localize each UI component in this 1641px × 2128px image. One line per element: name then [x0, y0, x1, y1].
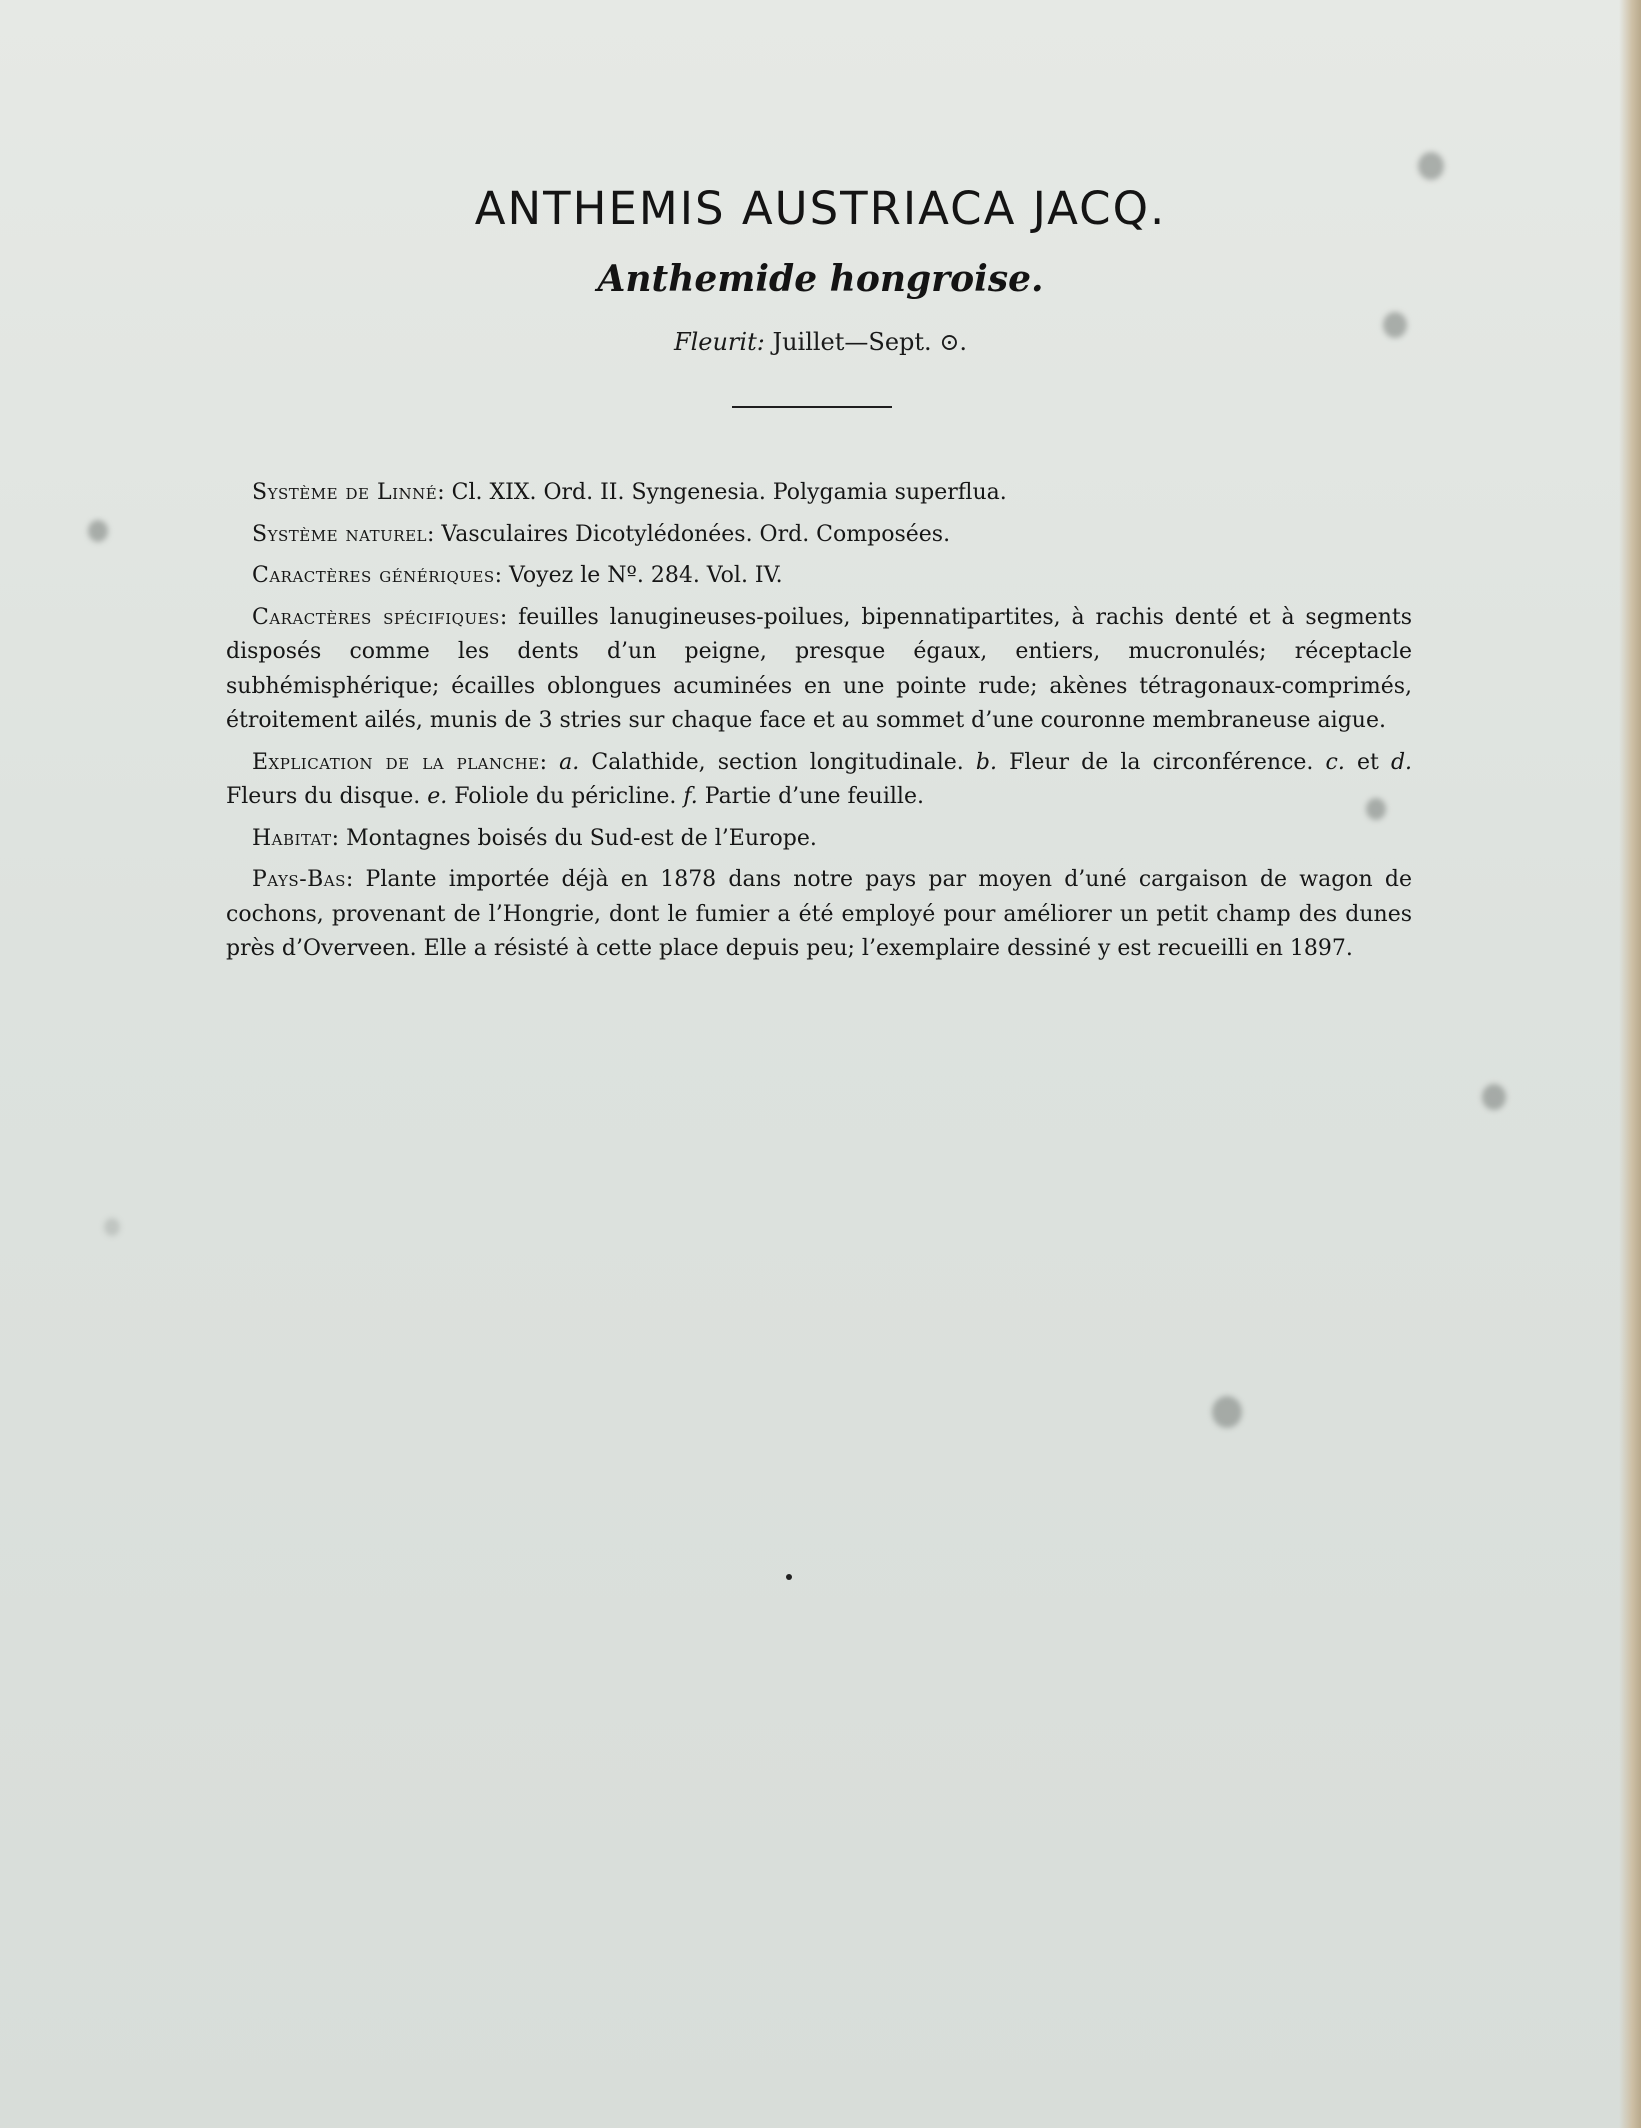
foxing-spot [1212, 1396, 1242, 1428]
plate-and-word: et [1356, 749, 1379, 775]
section-specifiques: Caractères spécifiques: feuilles lanugineuses-poilues, bipennatipartites, à rachis denté et à segments disposés comme les dents d’un peigne, presque égaux, entiers, mucronulés; réceptacle subhémisphérique; écailles oblongues acuminées en une pointe rude; akènes tétragonaux-comprimés, étroitement ailés, munis de 3 stries sur chaque face et au sommet d’une couronne membraneuse aigue. [226, 604, 1412, 733]
page-edge [1619, 0, 1641, 2128]
flowering-line [0, 328, 1641, 356]
foxing-spot [1418, 152, 1444, 180]
plate-letter-c: c. [1325, 749, 1345, 775]
page-subtitle: Anthemide hongroise. [597, 258, 1044, 300]
foxing-spot [786, 1574, 792, 1580]
plate-letter-f: f. [683, 784, 698, 809]
section-generiques-text: Voyez le Nº. 284. Vol. IV. [509, 563, 783, 588]
plate-letter-d: d. [1390, 749, 1413, 775]
plate-letter-a: a. [559, 749, 580, 775]
section-specifiques-label: Caractères spécifiques [252, 604, 500, 630]
section-explication: Explication de la planche: a. Calathide, section longitudinale. b. Fleur de la circonférence. c. et d. Fleurs du disque. e. Foliole du péricline. f. Partie d’une feuille. [226, 749, 1413, 809]
description-body [226, 476, 1412, 974]
plate-caption-e: Foliole du péricline. [454, 784, 677, 809]
section-habitat: Habitat: Montagnes boisés du Sud-est de l’Europe. [252, 825, 817, 851]
plate-letter-b: b. [975, 749, 997, 775]
flowering-label: Fleurit: [673, 328, 765, 356]
plate-caption-cd: Fleurs du disque. [226, 784, 421, 809]
section-generiques-label: Caractères génériques [252, 563, 495, 588]
flowering-value: Juillet—Sept. ⊙. [772, 328, 968, 356]
plate-caption-b: Fleur de la circonférence. [1009, 749, 1314, 775]
plate-caption-a: Calathide, section longitudinale. [591, 749, 964, 775]
section-paysbas: Pays-Bas: Plante importée déjà en 1878 dans notre pays par moyen d’uné cargaison de wagon de cochons, provenant de l’Hongrie, dont le fumier a été employé pour améliorer un petit champ des dunes près d’Overveen. Elle a résisté à cette place depuis peu; l’exemplaire dessiné y est recueilli en 1897. [226, 867, 1413, 961]
section-specifiques-text: feuilles lanugineuses-poilues, bipennatipartites, à rachis denté et à segments disposés comme les dents d’un peigne, presque égaux, entiers, mucronulés; réceptacle subhémisphérique; écailles oblongues acuminées en une pointe rude; akènes tétragonaux-comprimés, étroitement ailés, munis de 3 stries sur chaque face et au sommet d’une couronne membraneuse aigue. [226, 604, 1412, 733]
section-habitat-label: Habitat [252, 825, 332, 851]
section-linne-text: Cl. XIX. Ord. II. Syngenesia. Polygamia superflua. [451, 480, 1007, 505]
section-generiques: Caractères génériques: Voyez le Nº. 284. Vol. IV. [252, 563, 783, 588]
plate-caption-f: Partie d’une feuille. [704, 784, 924, 809]
plate-letter-e: e. [427, 784, 448, 809]
title-rule [732, 406, 892, 408]
foxing-spot [88, 520, 108, 542]
section-linne-label: Système de Linné [252, 480, 438, 505]
foxing-spot [104, 1218, 120, 1236]
section-naturel-text: Vasculaires Dicotylédonées. Ord. Composées. [441, 521, 951, 547]
section-paysbas-text: Plante importée déjà en 1878 dans notre pays par moyen d’uné cargaison de wagon de cochons, provenant de l’Hongrie, dont le fumier a été employé pour améliorer un petit champ des dunes près d’Overveen. Elle a résisté à cette place depuis peu; l’exemplaire dessiné y est recueilli en 1897. [226, 867, 1413, 961]
foxing-spot [1482, 1084, 1506, 1110]
section-naturel: Système naturel: Vasculaires Dicotylédonées. Ord. Composées. [252, 521, 951, 547]
page-title: ANTHEMIS AUSTRIACA JACQ. [474, 182, 1167, 235]
section-habitat-text: Montagnes boisés du Sud-est de l’Europe. [346, 825, 817, 851]
section-linne: Système de Linné: Cl. XIX. Ord. II. Syngenesia. Polygamia superflua. [252, 480, 1007, 505]
section-naturel-label: Système naturel [252, 521, 427, 547]
section-paysbas-label: Pays-Bas [252, 867, 346, 892]
section-explication-label: Explication de la planche [252, 749, 540, 775]
